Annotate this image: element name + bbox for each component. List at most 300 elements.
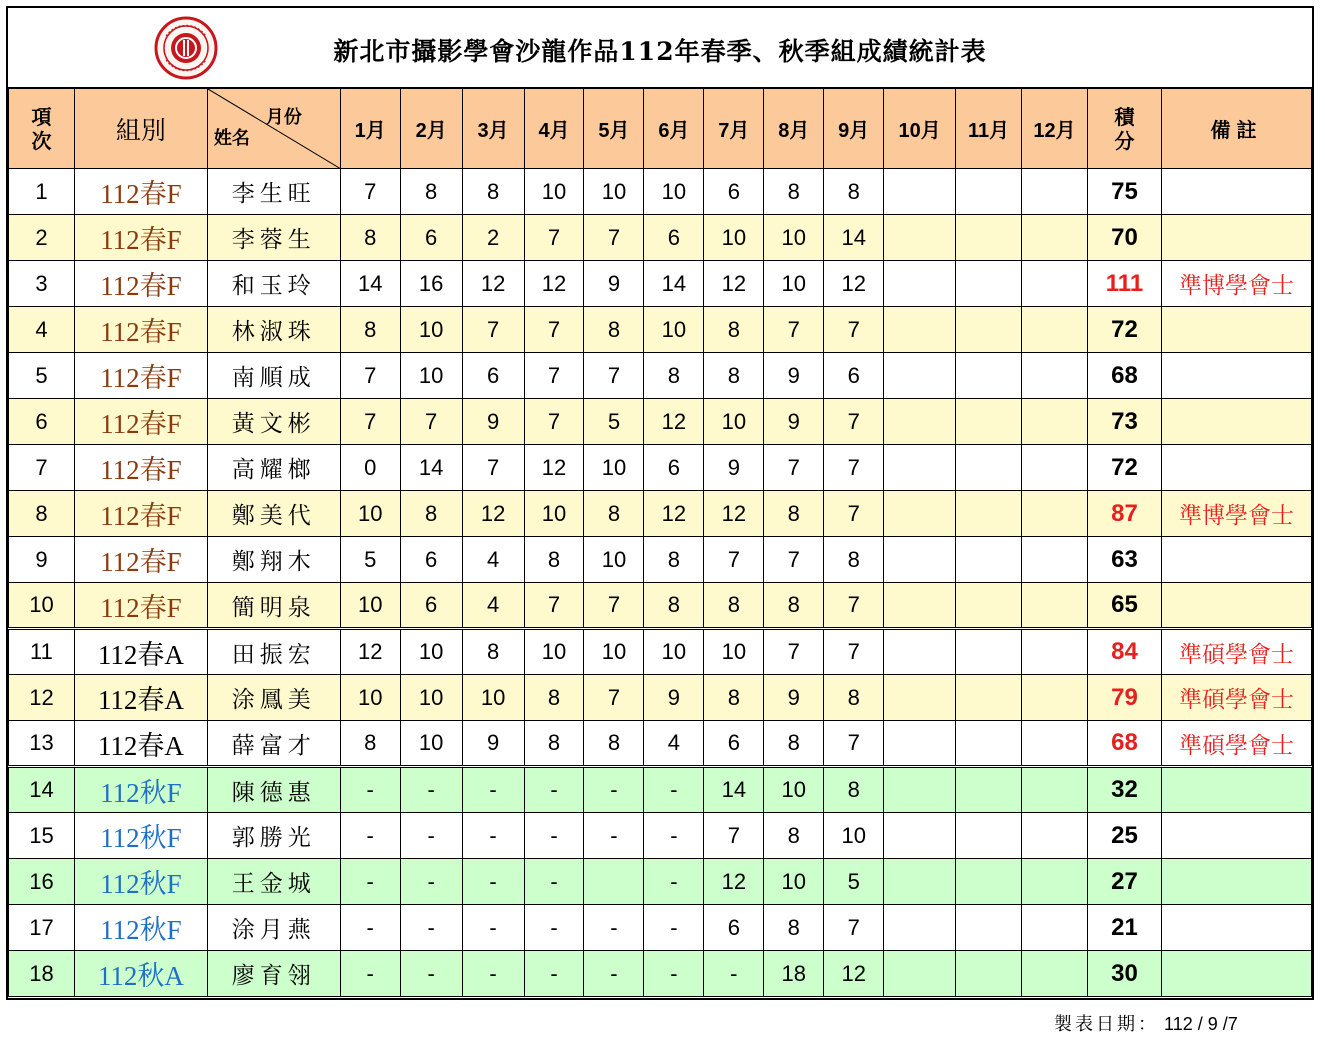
score-cell: - <box>584 951 644 997</box>
score-cell: - <box>340 951 400 997</box>
score-cell <box>956 629 1022 675</box>
score-cell <box>1022 767 1088 813</box>
score-cell: - <box>400 905 462 951</box>
remark-cell: 準碩學會士 <box>1161 721 1311 767</box>
group-cell: 112春F <box>74 583 207 629</box>
score-cell: 7 <box>824 629 884 675</box>
table-row <box>9 767 1312 813</box>
table-body <box>9 169 1312 997</box>
score-cell <box>884 767 956 813</box>
score-cell: 7 <box>824 491 884 537</box>
score-cell: 10 <box>584 445 644 491</box>
title-bar <box>8 8 1312 88</box>
score-cell: 7 <box>584 353 644 399</box>
score-cell: 8 <box>704 675 764 721</box>
remark-cell <box>1161 951 1311 997</box>
page-title: 新北市攝影學會沙龍作品112年春季、秋季組成績統計表 <box>333 37 987 66</box>
row-index-cell: 7 <box>9 445 75 491</box>
table-row <box>9 905 1312 951</box>
total-cell: 111 <box>1088 261 1162 307</box>
score-cell: 7 <box>824 307 884 353</box>
score-cell: 10 <box>584 169 644 215</box>
row-index-cell: 4 <box>9 307 75 353</box>
score-cell: 9 <box>764 399 824 445</box>
score-cell: 10 <box>764 859 824 905</box>
score-cell: 12 <box>524 261 584 307</box>
score-cell: 10 <box>340 583 400 629</box>
score-cell: 7 <box>824 583 884 629</box>
header-total: 積分 <box>1088 89 1162 169</box>
total-cell: 73 <box>1088 399 1162 445</box>
header-month: 9月 <box>824 89 884 169</box>
table-row <box>9 261 1312 307</box>
score-cell: 10 <box>704 215 764 261</box>
score-cell: 14 <box>644 261 704 307</box>
score-cell <box>584 859 644 905</box>
score-cell: 8 <box>764 169 824 215</box>
name-cell: 涂月燕 <box>207 905 340 951</box>
footer-date: 112 / 9 /7 <box>1164 1014 1238 1034</box>
remark-cell <box>1161 399 1311 445</box>
score-cell: 8 <box>462 169 524 215</box>
table-row <box>9 583 1312 629</box>
score-cell <box>1022 583 1088 629</box>
remark-cell: 準碩學會士 <box>1161 675 1311 721</box>
score-cell <box>956 813 1022 859</box>
score-cell: - <box>400 813 462 859</box>
score-cell: 8 <box>524 721 584 767</box>
score-cell: 7 <box>704 537 764 583</box>
score-cell <box>956 215 1022 261</box>
score-cell: 10 <box>644 307 704 353</box>
score-cell: 12 <box>824 261 884 307</box>
name-cell: 南順成 <box>207 353 340 399</box>
table-row <box>9 813 1312 859</box>
score-cell <box>1022 307 1088 353</box>
score-cell: 7 <box>764 445 824 491</box>
remark-cell: 準博學會士 <box>1161 491 1311 537</box>
score-cell: 8 <box>764 721 824 767</box>
score-cell: 10 <box>524 491 584 537</box>
score-cell: 12 <box>462 491 524 537</box>
score-cell <box>956 261 1022 307</box>
header-group: 組別 <box>74 89 207 169</box>
total-cell: 65 <box>1088 583 1162 629</box>
score-cell <box>884 813 956 859</box>
row-index-cell: 6 <box>9 399 75 445</box>
row-index-cell: 16 <box>9 859 75 905</box>
score-cell: 8 <box>824 675 884 721</box>
total-cell: 21 <box>1088 905 1162 951</box>
remark-cell <box>1161 813 1311 859</box>
name-cell: 和玉玲 <box>207 261 340 307</box>
score-cell: 6 <box>704 905 764 951</box>
remark-cell: 準碩學會士 <box>1161 629 1311 675</box>
score-cell: 8 <box>824 169 884 215</box>
score-cell: 10 <box>704 629 764 675</box>
remark-cell <box>1161 353 1311 399</box>
score-cell <box>884 445 956 491</box>
total-cell: 32 <box>1088 767 1162 813</box>
score-cell <box>1022 215 1088 261</box>
score-cell: 7 <box>524 399 584 445</box>
group-cell: 112春F <box>74 537 207 583</box>
score-cell: - <box>524 813 584 859</box>
score-cell: 10 <box>400 721 462 767</box>
score-cell: - <box>524 859 584 905</box>
score-cell: 7 <box>704 813 764 859</box>
score-cell: 12 <box>524 445 584 491</box>
score-cell <box>956 675 1022 721</box>
name-cell: 郭勝光 <box>207 813 340 859</box>
table-row <box>9 721 1312 767</box>
score-cell: 7 <box>524 307 584 353</box>
group-cell: 112春F <box>74 307 207 353</box>
score-cell: 10 <box>524 629 584 675</box>
score-cell: 7 <box>524 215 584 261</box>
name-cell: 廖育翎 <box>207 951 340 997</box>
score-cell <box>884 491 956 537</box>
score-cell: 12 <box>340 629 400 675</box>
name-cell: 涂鳳美 <box>207 675 340 721</box>
total-cell: 72 <box>1088 445 1162 491</box>
score-cell: - <box>462 905 524 951</box>
score-cell <box>956 537 1022 583</box>
score-cell: - <box>704 951 764 997</box>
score-cell: 5 <box>584 399 644 445</box>
score-cell: 12 <box>644 491 704 537</box>
score-cell: 10 <box>704 399 764 445</box>
score-cell: 8 <box>584 307 644 353</box>
score-cell: - <box>524 951 584 997</box>
score-cell: 8 <box>340 215 400 261</box>
score-cell: - <box>462 951 524 997</box>
group-cell: 112春F <box>74 261 207 307</box>
score-cell: - <box>644 859 704 905</box>
score-cell: 12 <box>644 399 704 445</box>
score-cell: - <box>400 859 462 905</box>
score-cell <box>956 905 1022 951</box>
row-index-cell: 3 <box>9 261 75 307</box>
score-cell: 7 <box>824 905 884 951</box>
score-cell: 4 <box>644 721 704 767</box>
score-cell: 14 <box>340 261 400 307</box>
score-cell <box>956 767 1022 813</box>
total-cell: 68 <box>1088 721 1162 767</box>
group-cell: 112春A <box>74 675 207 721</box>
score-cell: 10 <box>400 629 462 675</box>
score-cell: 7 <box>524 353 584 399</box>
score-cell <box>956 721 1022 767</box>
row-index-cell: 9 <box>9 537 75 583</box>
score-cell <box>1022 537 1088 583</box>
score-cell: 8 <box>462 629 524 675</box>
total-cell: 63 <box>1088 537 1162 583</box>
score-cell: 4 <box>462 583 524 629</box>
footer-date-label: 製表日期： <box>1054 1014 1159 1035</box>
name-cell: 薛富才 <box>207 721 340 767</box>
score-cell: 7 <box>584 215 644 261</box>
score-cell: 8 <box>400 491 462 537</box>
total-cell: 75 <box>1088 169 1162 215</box>
table-row <box>9 491 1312 537</box>
group-cell: 112秋F <box>74 905 207 951</box>
row-index-cell: 1 <box>9 169 75 215</box>
score-cell: 10 <box>340 491 400 537</box>
score-cell: 10 <box>764 261 824 307</box>
score-cell <box>884 353 956 399</box>
score-cell: 6 <box>462 353 524 399</box>
remark-cell <box>1161 767 1311 813</box>
score-cell <box>1022 813 1088 859</box>
score-cell: 6 <box>400 215 462 261</box>
score-cell: 7 <box>764 307 824 353</box>
score-cell: 6 <box>400 537 462 583</box>
score-cell: 10 <box>400 353 462 399</box>
score-cell: 7 <box>340 399 400 445</box>
score-cell <box>956 307 1022 353</box>
score-table <box>8 88 1312 997</box>
score-cell: 7 <box>340 169 400 215</box>
score-cell: 10 <box>584 537 644 583</box>
score-cell: - <box>584 905 644 951</box>
header-month: 4月 <box>524 89 584 169</box>
remark-cell <box>1161 583 1311 629</box>
name-cell: 黃文彬 <box>207 399 340 445</box>
total-cell: 72 <box>1088 307 1162 353</box>
row-index-cell: 8 <box>9 491 75 537</box>
score-cell <box>884 905 956 951</box>
score-cell: 10 <box>644 169 704 215</box>
group-cell: 112秋F <box>74 859 207 905</box>
score-cell <box>956 445 1022 491</box>
score-cell: 0 <box>340 445 400 491</box>
header-month: 12月 <box>1022 89 1088 169</box>
group-cell: 112秋F <box>74 813 207 859</box>
total-cell: 79 <box>1088 675 1162 721</box>
score-cell: - <box>524 767 584 813</box>
group-cell: 112春F <box>74 491 207 537</box>
score-cell: 14 <box>824 215 884 261</box>
score-cell: 8 <box>340 721 400 767</box>
score-cell <box>1022 445 1088 491</box>
remark-cell <box>1161 905 1311 951</box>
score-cell: 7 <box>584 583 644 629</box>
score-cell <box>884 215 956 261</box>
total-cell: 25 <box>1088 813 1162 859</box>
score-cell: 10 <box>462 675 524 721</box>
score-cell: 9 <box>644 675 704 721</box>
score-cell: 8 <box>400 169 462 215</box>
score-cell <box>1022 491 1088 537</box>
score-cell: 7 <box>584 675 644 721</box>
score-cell: 8 <box>584 491 644 537</box>
score-cell <box>884 169 956 215</box>
row-index-cell: 11 <box>9 629 75 675</box>
score-cell: 8 <box>340 307 400 353</box>
header-index: 項次 <box>9 89 75 169</box>
score-cell: 12 <box>824 951 884 997</box>
name-cell: 鄭翔木 <box>207 537 340 583</box>
score-cell: 18 <box>764 951 824 997</box>
header-row <box>9 89 1312 169</box>
score-cell: 10 <box>824 813 884 859</box>
header-month: 1月 <box>340 89 400 169</box>
score-cell: 9 <box>462 721 524 767</box>
score-cell: 8 <box>644 353 704 399</box>
score-cell: 8 <box>644 583 704 629</box>
remark-cell <box>1161 537 1311 583</box>
score-sheet <box>6 6 1314 1000</box>
row-index-cell: 2 <box>9 215 75 261</box>
score-cell <box>956 399 1022 445</box>
score-cell <box>1022 675 1088 721</box>
group-cell: 112春F <box>74 169 207 215</box>
header-month: 11月 <box>956 89 1022 169</box>
group-cell: 112春A <box>74 721 207 767</box>
header-month: 8月 <box>764 89 824 169</box>
score-cell <box>1022 169 1088 215</box>
score-cell: 8 <box>524 675 584 721</box>
score-cell: 10 <box>400 307 462 353</box>
score-cell: 7 <box>400 399 462 445</box>
group-cell: 112春F <box>74 215 207 261</box>
score-cell: 10 <box>584 629 644 675</box>
score-cell: - <box>644 951 704 997</box>
score-cell: 6 <box>704 721 764 767</box>
score-cell <box>1022 721 1088 767</box>
row-index-cell: 13 <box>9 721 75 767</box>
score-cell: 8 <box>644 537 704 583</box>
group-cell: 112春F <box>74 353 207 399</box>
group-cell: 112春A <box>74 629 207 675</box>
header-month: 10月 <box>884 89 956 169</box>
row-index-cell: 17 <box>9 905 75 951</box>
score-cell: - <box>400 951 462 997</box>
score-cell: 6 <box>644 445 704 491</box>
score-cell: 12 <box>704 261 764 307</box>
score-cell: - <box>462 767 524 813</box>
name-cell: 李生旺 <box>207 169 340 215</box>
total-cell: 84 <box>1088 629 1162 675</box>
table-row <box>9 675 1312 721</box>
score-cell: 7 <box>340 353 400 399</box>
score-cell <box>884 721 956 767</box>
row-index-cell: 18 <box>9 951 75 997</box>
score-cell <box>884 583 956 629</box>
score-cell: 8 <box>764 905 824 951</box>
score-cell <box>956 169 1022 215</box>
score-cell: - <box>644 767 704 813</box>
score-cell: 7 <box>824 399 884 445</box>
score-cell <box>1022 261 1088 307</box>
total-cell: 30 <box>1088 951 1162 997</box>
score-cell <box>884 675 956 721</box>
row-index-cell: 14 <box>9 767 75 813</box>
score-cell: 5 <box>824 859 884 905</box>
score-cell <box>1022 629 1088 675</box>
score-cell: 9 <box>764 353 824 399</box>
score-cell <box>884 859 956 905</box>
score-cell: - <box>462 813 524 859</box>
score-cell: 8 <box>704 307 764 353</box>
remark-cell <box>1161 859 1311 905</box>
score-cell: 6 <box>704 169 764 215</box>
remark-cell <box>1161 215 1311 261</box>
score-cell: 12 <box>704 491 764 537</box>
name-cell: 高耀榔 <box>207 445 340 491</box>
score-cell: 7 <box>462 445 524 491</box>
score-cell: - <box>340 767 400 813</box>
score-cell <box>956 491 1022 537</box>
score-cell: 12 <box>704 859 764 905</box>
table-row <box>9 215 1312 261</box>
name-cell: 簡明泉 <box>207 583 340 629</box>
score-cell: 14 <box>400 445 462 491</box>
score-cell: - <box>462 859 524 905</box>
score-cell: 12 <box>462 261 524 307</box>
name-cell: 鄭美代 <box>207 491 340 537</box>
header-month-label: 月份 <box>265 107 302 128</box>
score-cell: 9 <box>462 399 524 445</box>
score-cell <box>884 307 956 353</box>
score-cell <box>1022 905 1088 951</box>
table-row <box>9 307 1312 353</box>
score-cell: 10 <box>400 675 462 721</box>
table-row <box>9 537 1312 583</box>
score-cell: - <box>400 767 462 813</box>
score-cell: 8 <box>524 537 584 583</box>
score-cell: 2 <box>462 215 524 261</box>
name-cell: 李蓉生 <box>207 215 340 261</box>
score-cell: 6 <box>644 215 704 261</box>
score-cell: 8 <box>704 353 764 399</box>
score-cell: - <box>340 859 400 905</box>
score-cell: 9 <box>704 445 764 491</box>
row-index-cell: 12 <box>9 675 75 721</box>
header-remark: 備註 <box>1161 89 1311 169</box>
header-name-label: 姓名 <box>213 128 250 149</box>
header-month: 5月 <box>584 89 644 169</box>
group-cell: 112春F <box>74 445 207 491</box>
score-cell <box>956 353 1022 399</box>
row-index-cell: 10 <box>9 583 75 629</box>
score-cell: 7 <box>524 583 584 629</box>
total-cell: 70 <box>1088 215 1162 261</box>
header-month: 7月 <box>704 89 764 169</box>
score-cell: - <box>340 813 400 859</box>
score-cell <box>884 399 956 445</box>
remark-cell: 準博學會士 <box>1161 261 1311 307</box>
score-cell: 10 <box>764 215 824 261</box>
table-row <box>9 353 1312 399</box>
score-cell <box>1022 951 1088 997</box>
remark-cell <box>1161 169 1311 215</box>
score-cell: 7 <box>824 721 884 767</box>
table-row <box>9 445 1312 491</box>
score-cell: 6 <box>400 583 462 629</box>
score-cell: - <box>584 813 644 859</box>
score-cell: - <box>644 905 704 951</box>
header-name-month <box>207 89 340 169</box>
group-cell: 112秋A <box>74 951 207 997</box>
name-cell: 林淑珠 <box>207 307 340 353</box>
score-cell: - <box>584 767 644 813</box>
score-cell: 9 <box>584 261 644 307</box>
score-cell: - <box>524 905 584 951</box>
table-row <box>9 169 1312 215</box>
total-cell: 27 <box>1088 859 1162 905</box>
